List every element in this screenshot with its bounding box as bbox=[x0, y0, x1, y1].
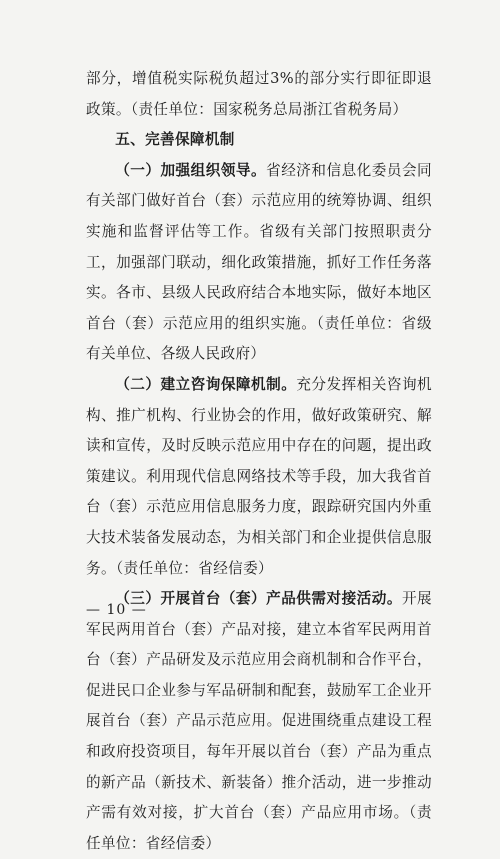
paragraph-lead: （二）建立咨询保障机制。 bbox=[115, 375, 297, 393]
paragraph-lead: （三）开展首台（套）产品供需对接活动。 bbox=[115, 590, 402, 608]
paragraph-text: 充分发挥相关咨询机构、推广机构、行业协会的作用，做好政策研究、解读和宣传，及时反映示范应用中存在的问题，提出政策建议。利用现代信息网络技术等手段，加大我省首台（套）示范应用信息服务力度，跟踪研究国内外重大技术装备发展动态，为相关部门和企业提供信息服务。（责任单位：省经信委） bbox=[86, 375, 433, 577]
paragraph-continuation bbox=[86, 64, 432, 125]
paragraph-consulting bbox=[86, 370, 432, 584]
paragraph-organization bbox=[86, 156, 432, 370]
paragraph-matching bbox=[86, 584, 432, 859]
paragraph-text: 部分，增值税实际税负超过3%的部分实行即征即退政策。（责任单位：国家税务总局浙江省税务局） bbox=[86, 70, 432, 118]
page-number: — 10 — bbox=[86, 602, 147, 618]
paragraph-lead: （一）加强组织领导。 bbox=[115, 161, 267, 179]
paragraph-text: 开展军民两用首台（套）产品对接，建立本省军民两用首台（套）产品研发及示范应用会商机制和合作平台，促进民口企业参与军品研制和配套，鼓励军工企业开展首台（套）产品示范应用。促进围绕重点建设工程和政府投资项目，每年开展以首台（套）产品为重点的新产品（新技术、新装备）推介活动，进一步推动产需有效对接，扩大首台（套）产品应用市场。（责任单位：省经信委） bbox=[86, 590, 433, 852]
paragraph-text: 省经济和信息化委员会同有关部门做好首台（套）示范应用的统筹协调、组织实施和监督评估等工作。省级有关部门按照职责分工，加强部门联动，细化政策措施，抓好工作任务落实。各市、县级人民政府结合本地实际，做好本地区首台（套）示范应用的组织实施。（责任单位：省级有关单位、各级人民政府） bbox=[86, 161, 432, 363]
section-heading: 五、完善保障机制 bbox=[115, 131, 235, 149]
body-text bbox=[86, 64, 432, 859]
